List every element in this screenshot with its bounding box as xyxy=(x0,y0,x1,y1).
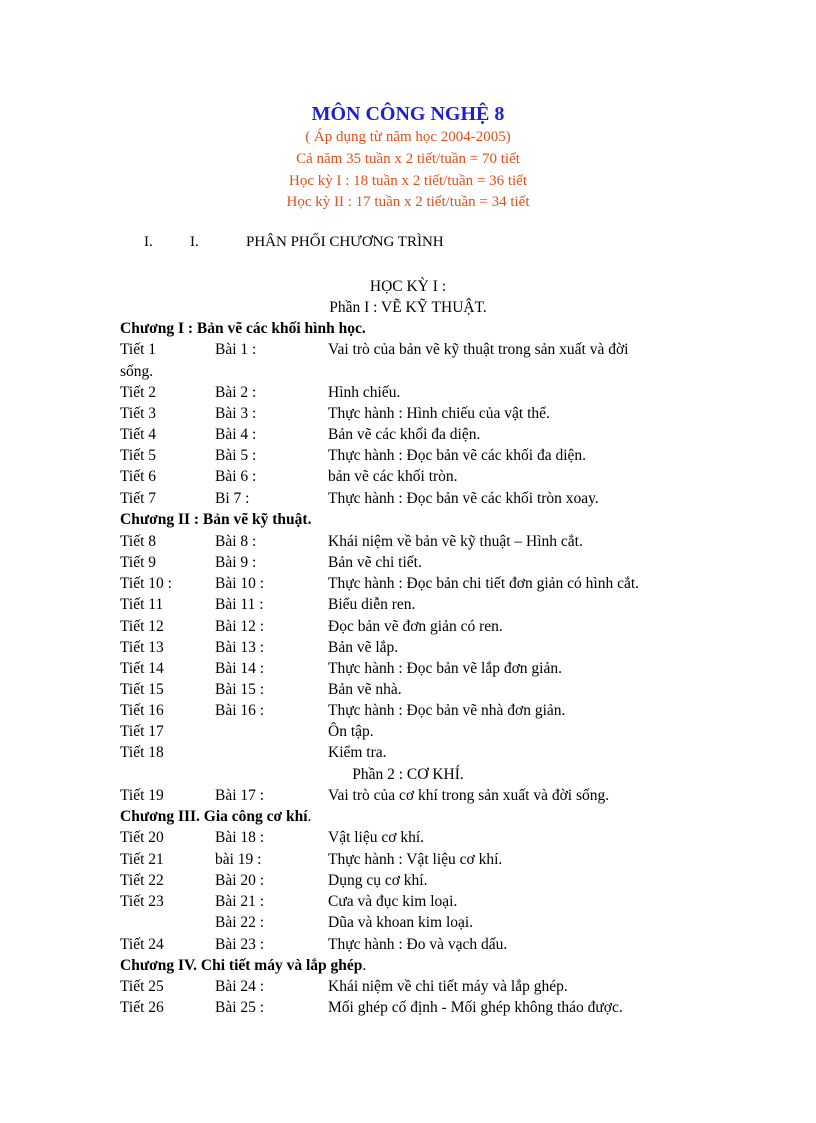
lesson-content: Thực hành : Đọc bản vẽ nhà đơn giản. xyxy=(328,702,566,719)
lesson-content: Thực hành : Đọc bản vẽ các khối đa diện. xyxy=(328,447,587,464)
syllabus-row xyxy=(0,490,816,511)
lesson-number: Bài 9 : xyxy=(215,554,257,571)
lesson-content: Đọc bản vẽ đơn giản có ren. xyxy=(328,618,503,635)
lesson-content: Vai trò của bản vẽ kỹ thuật trong sản xuất và đời xyxy=(328,341,629,358)
lesson-period: Tiết 9 xyxy=(120,554,157,571)
chapter-title: Chương I : Bản vẽ các khối hình học. xyxy=(120,320,366,337)
syllabus-row xyxy=(0,723,816,744)
part-heading: Phần 2 : CƠ KHÍ. xyxy=(352,766,464,783)
lesson-number: Bài 16 : xyxy=(215,702,265,719)
lesson-period: Tiết 14 xyxy=(120,660,164,677)
lesson-period: Tiết 19 xyxy=(120,787,164,804)
lesson-content: Bản vẽ chi tiết. xyxy=(328,554,422,571)
syllabus-row xyxy=(0,575,816,596)
lesson-number: Bài 22 : xyxy=(215,914,265,931)
lesson-period: Tiết 15 xyxy=(120,681,164,698)
syllabus-row xyxy=(0,829,816,850)
lesson-period: Tiết 16 xyxy=(120,702,164,719)
lesson-period: Tiết 7 xyxy=(120,490,157,507)
lesson-content: Thực hành : Đọc bản chi tiết đơn giản có hình cắt. xyxy=(328,575,640,592)
part-heading: Phần I : VẼ KỸ THUẬT. xyxy=(329,299,487,316)
lesson-content: bản vẽ các khối tròn. xyxy=(328,468,458,485)
chapter-trailing: . xyxy=(362,957,367,974)
chapter-heading xyxy=(120,320,366,338)
lesson-number: Bài 23 : xyxy=(215,936,265,953)
syllabus-row xyxy=(0,468,816,489)
lesson-content: Hình chiếu. xyxy=(328,384,401,401)
lesson-content: Bản vẽ nhà. xyxy=(328,681,402,698)
lesson-period: Tiết 10 : xyxy=(120,575,172,592)
semester-heading: HỌC KỲ I : xyxy=(369,278,447,295)
lesson-number: Bài 6 : xyxy=(215,468,257,485)
syllabus-row xyxy=(0,447,816,468)
lesson-period: Tiết 18 xyxy=(120,744,164,761)
syllabus-row xyxy=(0,851,816,872)
syllabus-row xyxy=(0,999,816,1020)
syllabus-row xyxy=(0,702,816,723)
lesson-content: Thực hành : Vật liệu cơ khí. xyxy=(328,851,503,868)
lesson-period: Tiết 4 xyxy=(120,426,157,443)
lesson-content: Dũa và khoan kim loại. xyxy=(328,914,474,931)
lesson-content: Cưa và đục kim loại. xyxy=(328,893,458,910)
chapter-heading xyxy=(120,808,311,826)
lesson-content: Bản vẽ các khối đa diện. xyxy=(328,426,481,443)
lesson-period: Tiết 11 xyxy=(120,596,164,613)
lesson-number: Bài 24 : xyxy=(215,978,265,995)
chapter-title: Chương III. Gia công cơ khí xyxy=(120,808,308,825)
lesson-content: Dụng cụ cơ khí. xyxy=(328,872,428,889)
section-number-sub: I. xyxy=(190,234,199,250)
chapter-heading xyxy=(120,511,311,529)
lesson-period: Tiết 24 xyxy=(120,936,164,953)
lesson-content: Thực hành : Hình chiếu của vật thể. xyxy=(328,405,550,422)
lesson-content: Biểu diễn ren. xyxy=(328,596,416,613)
syllabus-row xyxy=(0,787,816,808)
syllabus-row xyxy=(0,978,816,999)
syllabus-row xyxy=(0,554,816,575)
lesson-period: Tiết 17 xyxy=(120,723,164,740)
chapter-trailing: . xyxy=(307,808,312,825)
chapter-heading xyxy=(120,957,366,975)
section-number: I. xyxy=(144,234,153,250)
lesson-period: Tiết 26 xyxy=(120,999,164,1016)
lesson-period: Tiết 3 xyxy=(120,405,157,422)
lesson-content: Thực hành : Đọc bản vẽ các khối tròn xoay. xyxy=(328,490,599,507)
subtitle-line: Cả năm 35 tuần x 2 tiết/tuần = 70 tiết xyxy=(296,151,520,167)
chapter-title: Chương IV. Chi tiết máy và lắp ghép xyxy=(120,957,363,974)
lesson-period: Tiết 25 xyxy=(120,978,164,995)
lesson-period: Tiết 21 xyxy=(120,851,164,868)
lesson-number: Bài 25 : xyxy=(215,999,265,1016)
lesson-number: Bài 13 : xyxy=(215,639,265,656)
syllabus-row xyxy=(0,533,816,554)
lesson-number: Bài 18 : xyxy=(215,829,265,846)
chapter-title: Chương II : Bản vẽ kỹ thuật. xyxy=(120,511,312,528)
subtitle-line: Học kỳ II : 17 tuần x 2 tiết/tuần = 34 tiết xyxy=(286,194,530,210)
lesson-content: Mối ghép cố định - Mối ghép không tháo được. xyxy=(328,999,623,1016)
syllabus-row xyxy=(0,914,816,935)
lesson-number: Bài 12 : xyxy=(215,618,265,635)
lesson-number: Bài 2 : xyxy=(215,384,257,401)
syllabus-row xyxy=(0,893,816,914)
lesson-number: Bài 10 : xyxy=(215,575,265,592)
lesson-number: Bài 11 : xyxy=(215,596,264,613)
subtitle-line: Học kỳ I : 18 tuần x 2 tiết/tuần = 36 tiết xyxy=(288,173,527,189)
lesson-number: Bài 21 : xyxy=(215,893,265,910)
lesson-content: Bản vẽ lắp. xyxy=(328,639,399,656)
syllabus-row xyxy=(0,426,816,447)
lesson-number: Bài 4 : xyxy=(215,426,257,443)
lesson-period: Tiết 6 xyxy=(120,468,157,485)
syllabus-row xyxy=(0,405,816,426)
lesson-period: Tiết 5 xyxy=(120,447,157,464)
lesson-period: Tiết 1 xyxy=(120,341,157,358)
lesson-content: Khái niệm về bản vẽ kỹ thuật – Hình cắt. xyxy=(328,533,583,550)
lesson-number: Bài 1 : xyxy=(215,341,257,358)
section-heading: PHÂN PHỐI CHƯƠNG TRÌNH xyxy=(246,234,444,250)
syllabus-row xyxy=(0,384,816,405)
lesson-content: Vai trò của cơ khí trong sản xuất và đời sống. xyxy=(328,787,610,804)
subtitle-line: ( Áp dụng từ năm học 2004-2005) xyxy=(305,129,511,145)
lesson-number: Bài 3 : xyxy=(215,405,257,422)
lesson-period: Tiết 22 xyxy=(120,872,164,889)
syllabus-row xyxy=(0,660,816,681)
lesson-content: Vật liệu cơ khí. xyxy=(328,829,425,846)
row-continuation: sống. xyxy=(120,363,154,380)
lesson-period: Tiết 8 xyxy=(120,533,157,550)
lesson-number: Bài 20 : xyxy=(215,872,265,889)
lesson-number: Bài 14 : xyxy=(215,660,265,677)
lesson-number: Bài 5 : xyxy=(215,447,257,464)
syllabus-row xyxy=(0,872,816,893)
lesson-content: Khái niệm về chi tiết máy và lắp ghép. xyxy=(328,978,568,995)
syllabus-row xyxy=(0,618,816,639)
syllabus-row xyxy=(0,341,816,362)
lesson-content: Thực hành : Đo và vạch dấu. xyxy=(328,936,508,953)
lesson-period: Tiết 23 xyxy=(120,893,164,910)
page-title: MÔN CÔNG NGHỆ 8 xyxy=(311,103,505,125)
lesson-content: Thực hành : Đọc bản vẽ lắp đơn giản. xyxy=(328,660,562,677)
syllabus-row xyxy=(0,936,816,957)
syllabus-row xyxy=(0,681,816,702)
syllabus-row xyxy=(0,744,816,765)
lesson-number: Bi 7 : xyxy=(215,490,250,507)
lesson-number: Bài 8 : xyxy=(215,533,257,550)
lesson-period: Tiết 20 xyxy=(120,829,164,846)
syllabus-row xyxy=(0,639,816,660)
lesson-period: Tiết 13 xyxy=(120,639,164,656)
lesson-period: Tiết 12 xyxy=(120,618,164,635)
lesson-number: Bài 17 : xyxy=(215,787,265,804)
lesson-period: Tiết 2 xyxy=(120,384,157,401)
lesson-content: Ôn tập. xyxy=(328,723,374,740)
lesson-number: Bài 15 : xyxy=(215,681,265,698)
lesson-number: bài 19 : xyxy=(215,851,262,868)
syllabus-row xyxy=(0,596,816,617)
lesson-content: Kiểm tra. xyxy=(328,744,387,761)
